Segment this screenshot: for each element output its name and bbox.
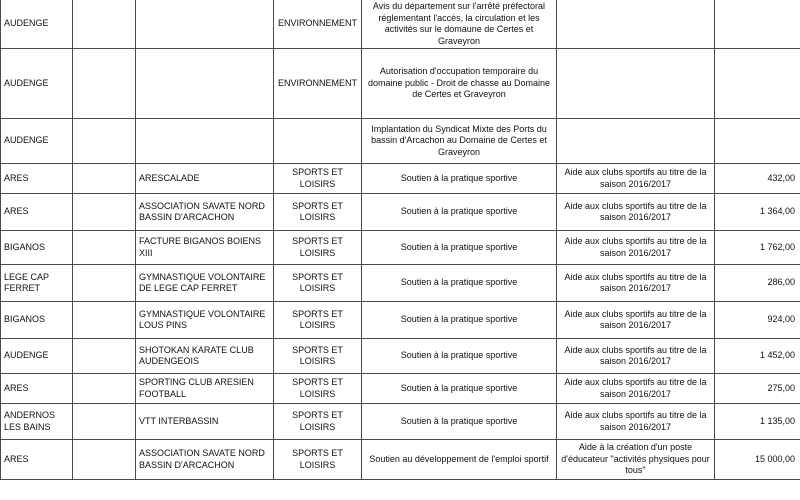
domain-cell: SPORTS ET LOISIRS bbox=[274, 265, 362, 302]
beneficiary-cell: SPORTING CLUB ARESIEN FOOTBALL bbox=[136, 374, 274, 404]
blank-cell bbox=[73, 440, 136, 480]
amount-cell: 15 000,00 bbox=[715, 440, 800, 480]
object-cell: Soutien à la pratique sportive bbox=[362, 265, 557, 302]
beneficiary-cell bbox=[136, 49, 274, 119]
commune-cell: BIGANOS bbox=[1, 231, 73, 265]
amount-cell: 275,00 bbox=[715, 374, 800, 404]
nature-cell: Aide aux clubs sportifs au titre de la saison 2016/2017 bbox=[557, 164, 715, 194]
blank-cell bbox=[73, 0, 136, 49]
commune-cell: LEGE CAP FERRET bbox=[1, 265, 73, 302]
amount-cell: 432,00 bbox=[715, 164, 800, 194]
blank-cell bbox=[73, 119, 136, 164]
table-row bbox=[1, 0, 800, 49]
domain-cell: ENVIRONNEMENT bbox=[274, 0, 362, 49]
commune-cell: AUDENGE bbox=[1, 119, 73, 164]
beneficiary-cell: FACTURE BIGANOS BOIENS XIII bbox=[136, 231, 274, 265]
blank-cell bbox=[73, 404, 136, 440]
commune-cell: ARES bbox=[1, 164, 73, 194]
domain-cell: SPORTS ET LOISIRS bbox=[274, 404, 362, 440]
object-cell: Soutien au développement de l'emploi sportif bbox=[362, 440, 557, 480]
beneficiary-cell: GYMNASTIQUE VOLONTAIRE DE LEGE CAP FERRET bbox=[136, 265, 274, 302]
commune-cell: ARES bbox=[1, 374, 73, 404]
object-cell: Implantation du Syndicat Mixte des Ports du bassin d'Arcachon au Domaine de Certes et Graveyron bbox=[362, 119, 557, 164]
commune-cell: ANDERNOS LES BAINS bbox=[1, 404, 73, 440]
object-cell: Soutien à la pratique sportive bbox=[362, 194, 557, 231]
object-cell: Avis du département sur l'arrêté préfectoral réglementant l'accès, la circulation et les activités sur le domaune de Certes et Graveyron bbox=[362, 0, 557, 49]
amount-cell: 1 452,00 bbox=[715, 339, 800, 374]
commune-cell: AUDENGE bbox=[1, 49, 73, 119]
table-row bbox=[1, 374, 800, 404]
table-row bbox=[1, 339, 800, 374]
amount-cell: 286,00 bbox=[715, 265, 800, 302]
beneficiary-cell: GYMNASTIQUE VOLONTAIRE LOUS PINS bbox=[136, 302, 274, 339]
amount-cell: 1 364,00 bbox=[715, 194, 800, 231]
blank-cell bbox=[73, 231, 136, 265]
nature-cell: Aide aux clubs sportifs au titre de la saison 2016/2017 bbox=[557, 404, 715, 440]
nature-cell bbox=[557, 119, 715, 164]
amount-cell bbox=[715, 49, 800, 119]
beneficiary-cell: ASSOCIATION SAVATE NORD BASSIN D'ARCACHON bbox=[136, 440, 274, 480]
nature-cell: Aide aux clubs sportifs au titre de la saison 2016/2017 bbox=[557, 231, 715, 265]
beneficiary-cell bbox=[136, 0, 274, 49]
nature-cell: Aide aux clubs sportifs au titre de la saison 2016/2017 bbox=[557, 265, 715, 302]
commune-cell: ARES bbox=[1, 440, 73, 480]
object-cell: Soutien à la pratique sportive bbox=[362, 302, 557, 339]
table-row bbox=[1, 164, 800, 194]
nature-cell: Aide à la création d'un poste d'éducateur "activités physiques pour tous" bbox=[557, 440, 715, 480]
domain-cell: SPORTS ET LOISIRS bbox=[274, 194, 362, 231]
domain-cell: SPORTS ET LOISIRS bbox=[274, 231, 362, 265]
domain-cell: SPORTS ET LOISIRS bbox=[274, 164, 362, 194]
object-cell: Soutien à la pratique sportive bbox=[362, 164, 557, 194]
commune-cell: AUDENGE bbox=[1, 339, 73, 374]
table-row bbox=[1, 302, 800, 339]
commune-cell: ARES bbox=[1, 194, 73, 231]
table-row bbox=[1, 265, 800, 302]
table-row bbox=[1, 49, 800, 119]
domain-cell: ENVIRONNEMENT bbox=[274, 49, 362, 119]
blank-cell bbox=[73, 302, 136, 339]
table-row bbox=[1, 231, 800, 265]
object-cell: Soutien à la pratique sportive bbox=[362, 404, 557, 440]
blank-cell bbox=[73, 374, 136, 404]
nature-cell: Aide aux clubs sportifs au titre de la saison 2016/2017 bbox=[557, 339, 715, 374]
object-cell: Soutien à la pratique sportive bbox=[362, 231, 557, 265]
amount-cell: 924,00 bbox=[715, 302, 800, 339]
beneficiary-cell bbox=[136, 119, 274, 164]
object-cell: Autorisation d'occupation temporaire du domaine public - Droit de chasse au Domaine de Certes et Graveyron bbox=[362, 49, 557, 119]
blank-cell bbox=[73, 194, 136, 231]
beneficiary-cell: ARESCALADE bbox=[136, 164, 274, 194]
blank-cell bbox=[73, 164, 136, 194]
beneficiary-cell: ASSOCIATION SAVATE NORD BASSIN D'ARCACHON bbox=[136, 194, 274, 231]
object-cell: Soutien à la pratique sportive bbox=[362, 374, 557, 404]
table-row bbox=[1, 194, 800, 231]
beneficiary-cell: VTT INTERBASSIN bbox=[136, 404, 274, 440]
table-row bbox=[1, 119, 800, 164]
commune-cell: AUDENGE bbox=[1, 0, 73, 49]
domain-cell: SPORTS ET LOISIRS bbox=[274, 374, 362, 404]
amount-cell bbox=[715, 0, 800, 49]
object-cell: Soutien à la pratique sportive bbox=[362, 339, 557, 374]
domain-cell: SPORTS ET LOISIRS bbox=[274, 440, 362, 480]
amount-cell: 1 762,00 bbox=[715, 231, 800, 265]
nature-cell bbox=[557, 49, 715, 119]
commune-cell: BIGANOS bbox=[1, 302, 73, 339]
table-row bbox=[1, 440, 800, 480]
domain-cell bbox=[274, 119, 362, 164]
table-row bbox=[1, 404, 800, 440]
beneficiary-cell: SHOTOKAN KARATE CLUB AUDENGEOIS bbox=[136, 339, 274, 374]
domain-cell: SPORTS ET LOISIRS bbox=[274, 339, 362, 374]
domain-cell: SPORTS ET LOISIRS bbox=[274, 302, 362, 339]
amount-cell bbox=[715, 119, 800, 164]
blank-cell bbox=[73, 49, 136, 119]
amount-cell: 1 135,00 bbox=[715, 404, 800, 440]
nature-cell: Aide aux clubs sportifs au titre de la saison 2016/2017 bbox=[557, 194, 715, 231]
nature-cell bbox=[557, 0, 715, 49]
nature-cell: Aide aux clubs sportifs au titre de la saison 2016/2017 bbox=[557, 302, 715, 339]
blank-cell bbox=[73, 265, 136, 302]
blank-cell bbox=[73, 339, 136, 374]
nature-cell: Aide aux clubs sportifs au titre de la saison 2016/2017 bbox=[557, 374, 715, 404]
